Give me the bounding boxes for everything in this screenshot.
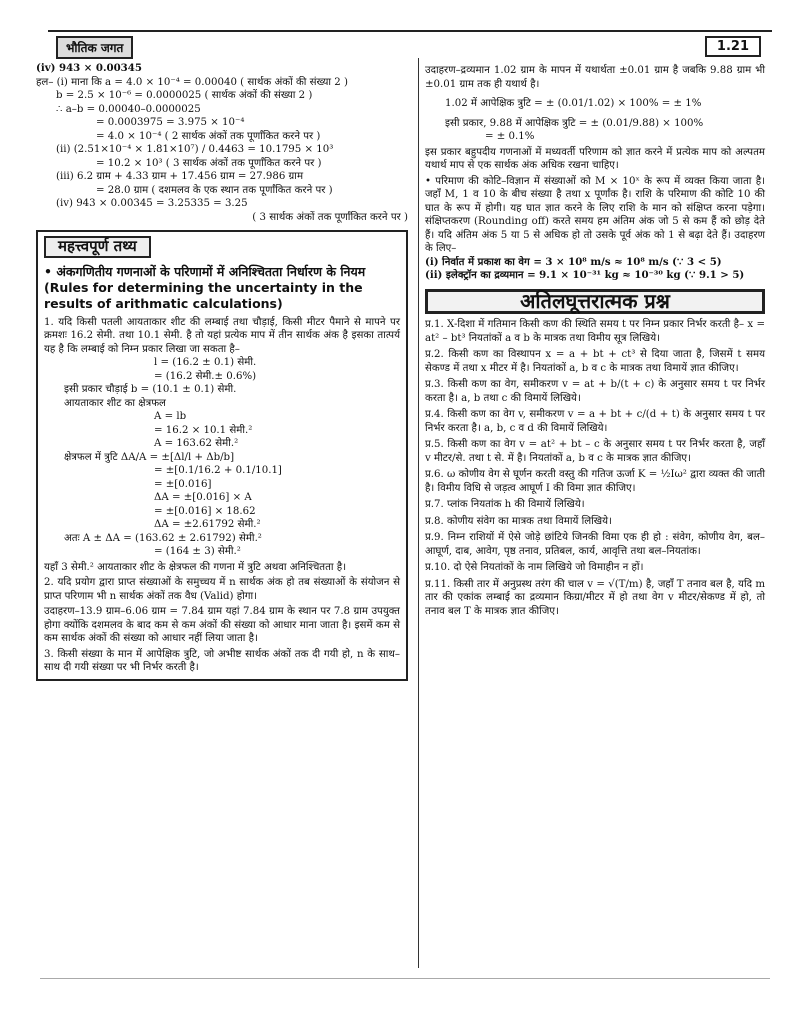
paragraph: 2. यदि प्रयोग द्वारा प्राप्त संख्याओं के समुच्चय में n सार्थक अंक हो तब संख्याओं के संयोजन से प्राप्त परिणाम भी n सार्थक अंकों तक वैध (Valid) होगा। — [44, 577, 400, 602]
solution-line: = 28.0 ग्राम ( दशमलव के एक स्थान तक पूर्णांकित करने पर ) — [96, 184, 333, 196]
equation-line: ΔA = ±2.61792 सेमी.² — [154, 519, 261, 530]
equation-line: इसी प्रकार, 9.88 में आपेक्षिक त्रुटि = ± (0.01/9.88) × 100% — [445, 117, 704, 129]
solution-line: = 4.0 × 10⁻⁴ ( 2 सार्थक अंकों तक पूर्णांकित करने पर ) — [96, 130, 321, 142]
equation-line: = (164 ± 3) सेमी.² — [154, 546, 241, 557]
question-item: प्र.2. किसी कण का विस्थापन x = a + bt + ct³ से दिया जाता है, जिसमें t समय सेकण्ड में तथा x मीटर में है। नियतांकों a, b व c के मात्रक तथा विमायें ज्ञात कीजिए। — [425, 349, 765, 374]
solution-line: ∴ a–b = 0.00040–0.0000025 — [56, 103, 201, 115]
equation-line: क्षेत्रफल में त्रुटि ΔA/A = ±[Δl/l + Δb/b] — [64, 451, 235, 463]
question-item: प्र.6. ω कोणीय वेग से घूर्णन करती वस्तु की गतिज ऊर्जा K = ½Iω² द्वारा व्यक्त की जाती है। विमीय विधि से जड़त्व आघूर्ण I की विमा ज्ञात कीजिए। — [425, 469, 765, 494]
equation-line: 1.02 में आपेक्षिक त्रुटि = ± (0.01/1.02) × 100% = ± 1% — [445, 98, 702, 109]
equation-line: = ±[0.016] × 18.62 — [154, 505, 256, 517]
right-column — [425, 62, 765, 618]
facts-banner: महत्त्वपूर्ण तथ्य — [44, 236, 151, 258]
equation-line: = ± 0.1% — [485, 131, 535, 142]
equation-line: = ±[0.1/16.2 + 0.1/10.1] — [154, 465, 282, 476]
solution-line: ( 3 सार्थक अंकों तक पूर्णांकित करने पर ) — [252, 211, 408, 223]
equation-line: अतः A ± ΔA = (163.62 ± 2.61792) सेमी.² — [64, 532, 262, 544]
solution-line: (iii) 6.2 ग्राम + 4.33 ग्राम + 17.456 ग्राम = 27.986 ग्राम — [56, 171, 304, 182]
paragraph: यहाँ 3 सेमी.² आयताकार शीट के क्षेत्रफल की गणना में त्रुटि अथवा अनिश्चितता है। — [44, 561, 347, 573]
solution-line: = 0.0003975 = 3.975 × 10⁻⁴ — [96, 117, 245, 128]
question-item: प्र.7. प्लांक नियतांक h की विमायें लिखिये। — [425, 499, 585, 510]
equation-line: = (16.2 सेमी.± 0.6%) — [154, 370, 257, 382]
equation-line: = ±[0.016] — [154, 478, 212, 490]
question-item: प्र.1. X-दिशा में गतिमान किसी कण की स्थिति समय t पर निम्न प्रकार निर्भर करती है– x = at² – bt³ नियतांकों a व b के मात्रक तथा विमीय सूत्र लिखिये। — [425, 319, 765, 344]
equation-line: l = (16.2 ± 0.1) सेमी. — [154, 357, 257, 368]
equation-line: A = lb — [154, 411, 187, 422]
rules-heading: • अंकगणितीय गणनाओं के परिणामों में अनिश्चितता निर्धारण के नियम (Rules for determining the uncertainty in the results of arithmatic calculations) — [44, 263, 366, 311]
order-example: (i) निर्वात में प्रकाश का वेग = 3 × 10⁸ m/s ≈ 10⁸ m/s (∵ 3 < 5) — [425, 255, 722, 268]
chapter-title: भौतिक जगत — [56, 36, 133, 59]
solution-line: b = 2.5 × 10⁻⁶ = 0.0000025 ( सार्थक अंकों की संख्या 2 ) — [56, 90, 313, 101]
equation-line: आयताकार शीट का क्षेत्रफल — [64, 397, 166, 409]
equation-line: = 16.2 × 10.1 सेमी.² — [154, 424, 253, 436]
question-item: प्र.3. किसी कण का वेग, समीकरण v = at + b/(t + c) के अनुसार समय t पर निर्भर करता है। a, b तथा c की विमायें लिखिये। — [425, 379, 765, 404]
question-item: प्र.8. कोणीय संवेग का मात्रक तथा विमायें लिखिये। — [425, 515, 612, 527]
question-item: प्र.10. दो ऐसे नियतांकों के नाम लिखिये जो विमाहीन न हों। — [425, 562, 644, 573]
solution-line: = 10.2 × 10³ ( 3 सार्थक अंकों तक पूर्णांकित करने पर ) — [96, 157, 322, 169]
question-item: प्र.11. किसी तार में अनुप्रस्थ तरंग की चाल v = √(T/m) है, जहाँ T तनाव बल है, यदि m तार की एकांक लम्बाई का द्रव्यमान किग्रा/मीटर में हो तथा वेग v मीटर/सेकण्ड में हो, तो तनाव बल T के मात्रक ज्ञात कीजिए। — [425, 578, 765, 617]
question-item: प्र.5. किसी कण का वेग v = at² + bt – c के अनुसार समय t पर निर्भर करता है, जहाँ v मीटर/से. तथा t से. में है। नियतांकों a, b व c के मात्रक ज्ञात कीजिए। — [425, 439, 765, 464]
facts-box — [36, 230, 408, 681]
solution-line: (ii) (2.51×10⁻⁴ × 1.81×10⁷) / 0.4463 = 10.1795 × 10³ — [56, 144, 334, 155]
paragraph: 3. किसी संख्या के मान में आपेक्षिक त्रुटि, जो अभीष्ट सार्थक अंकों तक दी गयी हो, n के साथ–साथ दी गयी संख्या पर भी निर्भर करती है। — [44, 648, 400, 673]
top-rule — [48, 30, 772, 32]
equation-line: ΔA = ±[0.016] × A — [154, 492, 252, 503]
example-paragraph: उदाहरण–13.9 ग्राम–6.06 ग्राम = 7.84 ग्राम यहां 7.84 ग्राम के स्थान पर 7.8 ग्राम उपयुक्त होगा क्योंकि दशमलव के बाद कम से कम अंकों की संख्या को आधार माना जाता है। इसमें कम से कम सार्थक अंकों की संख्या को आधार नहीं लिया जाता है। — [44, 606, 400, 644]
page-number: 1.21 — [705, 36, 761, 57]
questions-banner: अतिलघूत्तरात्मक प्रश्न — [425, 289, 765, 315]
paragraph: इस प्रकार बहुपदीय गणनाओं में मध्यवर्ती परिणाम को ज्ञात करने में प्रत्येक माप को अल्पतम यथार्थ माप से एक सार्थक अंक अधिक रखना चाहिए। — [425, 146, 765, 171]
question-item: प्र.9. निम्न राशियों में ऐसे जोड़े छांटिये जिनकी विमा एक ही हो : संवेग, कोणीय वेग, बल–आघूर्ण, दाब, आवेग, पृष्ठ तनाव, प्रतिबल, कार्य, आवृत्ति तथा बल–नियतांक। — [425, 532, 765, 557]
bottom-rule — [40, 978, 770, 979]
left-column — [36, 62, 408, 685]
solution-line: हल– (i) माना कि a = 4.0 × 10⁻⁴ = 0.00040 ( सार्थक अंकों की संख्या 2 ) — [36, 76, 348, 88]
order-example: (ii) इलेक्ट्रॉन का द्रव्यमान = 9.1 × 10⁻³¹ kg ≈ 10⁻³⁰ kg (∵ 9.1 > 5) — [425, 269, 745, 281]
paragraph: 1. यदि किसी पतली आयताकार शीट की लम्बाई तथा चौड़ाई, किसी मीटर पैमाने से मापने पर क्रमशः 16.2 सेमी. तथा 10.1 सेमी. है तो यहां प्रत्येक माप में तीन सार्थक अंक है इसका तात्पर्य यह है कि लम्बाई को निम्न प्रकार लिखा जा सकता है– — [44, 316, 400, 355]
solution-line: (iv) 943 × 0.00345 = 3.25335 = 3.25 — [56, 198, 248, 209]
question-item: प्र.4. किसी कण का वेग v, समीकरण v = a + bt + c/(d + t) के अनुसार समय t पर निर्भर करता है। a, b, c व d की विमायें लिखिये। — [425, 409, 765, 434]
equation-line: A = 163.62 सेमी.² — [154, 438, 239, 449]
example-paragraph: उदाहरण–द्रव्यमान 1.02 ग्राम के मापन में यथार्थता ±0.01 ग्राम है जबकि 9.88 ग्राम भी ±0.01 ग्राम तक ही यथार्थ है। — [425, 65, 765, 90]
equation-line: इसी प्रकार चौड़ाई b = (10.1 ± 0.1) सेमी. — [64, 384, 237, 395]
order-of-magnitude-paragraph: • परिमाण की कोटि–विज्ञान में संख्याओं को M × 10ˣ के रूप में व्यक्त किया जाता है। जहाँ M, 1 व 10 के बीच संख्या है तथा x पूर्णांक है। राशि के परिमाण की कोटि 10 की घात के रूप में होगी। यह घात ज्ञात करने के लिए राशि के मान को संक्षिप्त करना पड़ेगा। संक्षिप्तकरण (Rounding off) करते समय हम अंतिम अंक जो 5 से कम हैं को छोड़ देते हैं। यदि अंतिम अंक 5 या 5 से अधिक हो तो उसके पूर्व अंक को 1 से बढ़ा देते हैं। उदाहरण के लिए– — [425, 175, 765, 254]
solution-line: (iv) 943 × 0.00345 — [36, 62, 142, 74]
column-divider — [418, 58, 419, 968]
